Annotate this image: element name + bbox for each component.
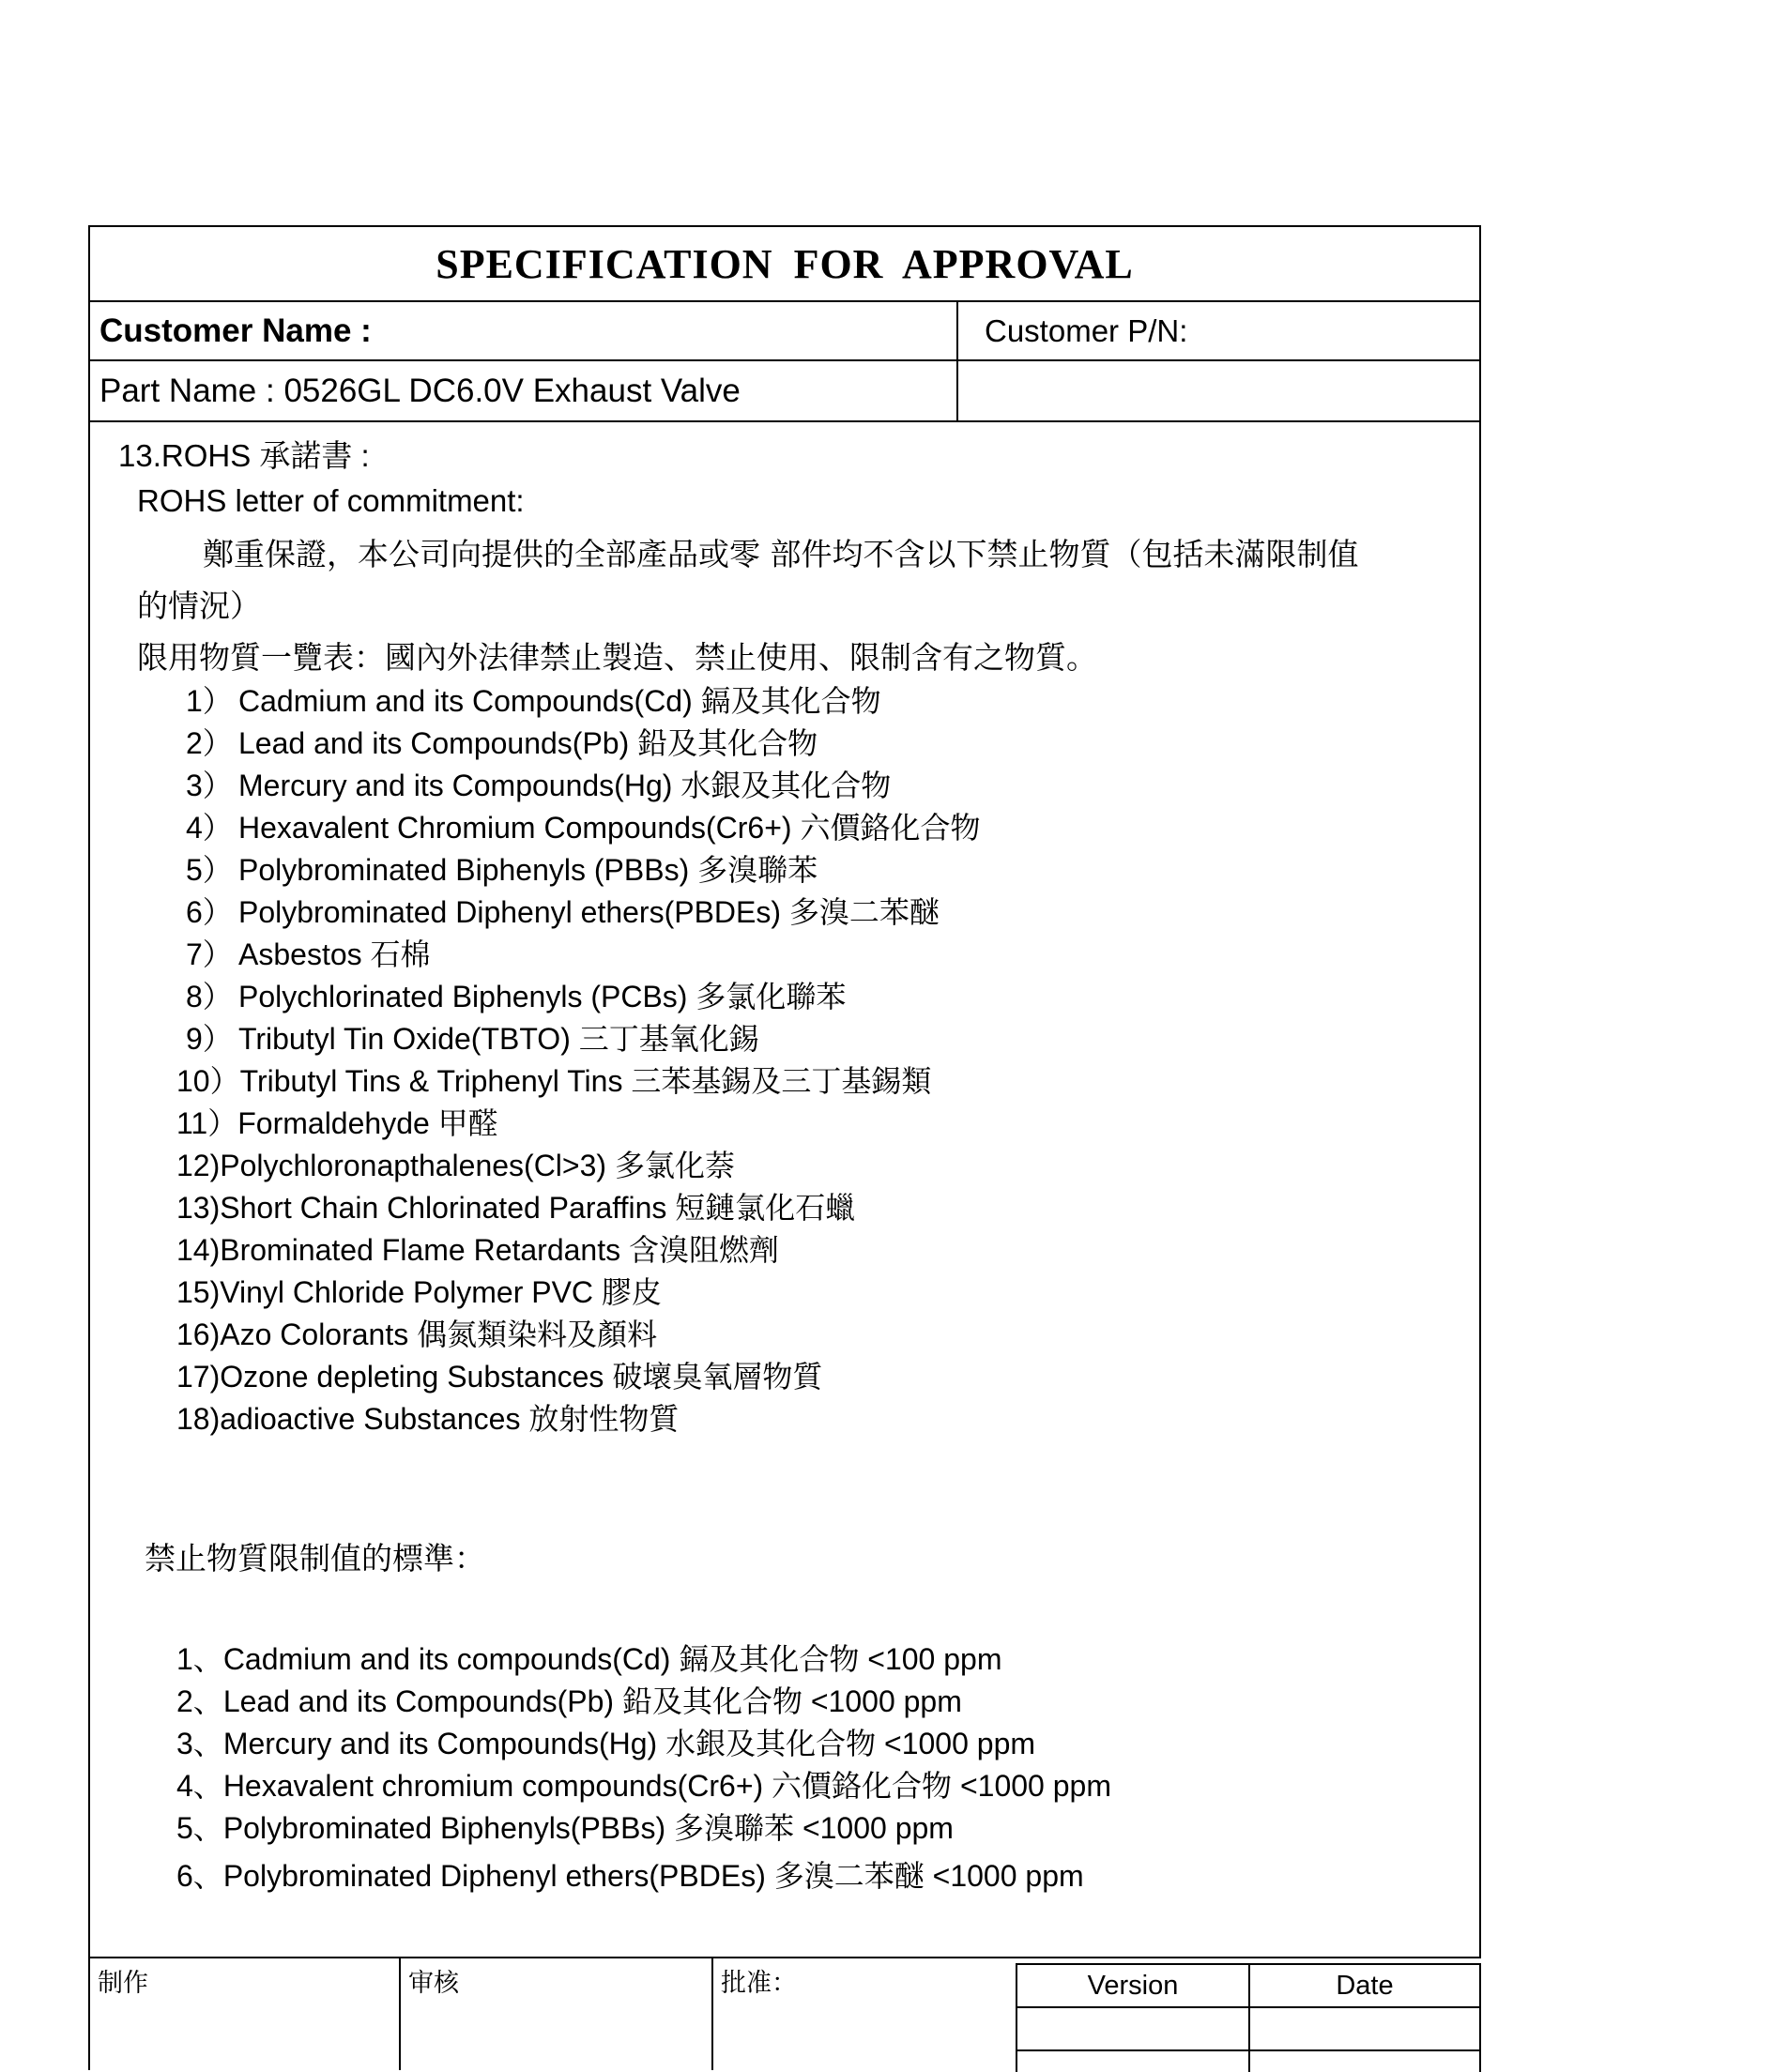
substance-number: 14)	[176, 1233, 221, 1267]
version-cell-2[interactable]	[1016, 2049, 1250, 2072]
limit-substance: Cadmium and its compounds(Cd)	[222, 1642, 671, 1676]
substance-number: 12)	[176, 1149, 221, 1182]
substance-name-zh: 放射性物質	[528, 1401, 680, 1437]
version-cell-1[interactable]	[1016, 2006, 1250, 2051]
limit-item	[176, 1805, 954, 1848]
limit-item	[176, 1762, 1111, 1805]
limit-item	[176, 1636, 1001, 1679]
substance-number: 4）	[186, 811, 233, 845]
substance-name: Mercury and its Compounds(Hg)	[238, 769, 673, 802]
limit-substance-zh: 六價鉻化合物	[772, 1768, 953, 1804]
substance-name: Hexavalent Chromium Compounds(Cr6+)	[238, 811, 792, 845]
substance-item	[176, 1226, 779, 1270]
substance-name: Tributyl Tin Oxide(TBTO)	[238, 1022, 571, 1056]
substance-item	[176, 1269, 662, 1312]
substance-name-zh: 甲醛	[437, 1105, 498, 1141]
reviewed-by-label: 审核	[408, 1969, 459, 1998]
substance-list-intro: 限用物質一覽表：國內外法律禁止製造、禁止使用、限制含有之物質。	[137, 639, 1097, 676]
substance-item	[186, 973, 846, 1016]
reviewed-by-cell	[399, 1958, 713, 2070]
limit-substance-zh: 鎘及其化合物	[679, 1641, 860, 1677]
document-title: SPECIFICATION FOR APPROVAL	[436, 240, 1134, 287]
version-header: Version	[1016, 1963, 1250, 2008]
spec-form	[88, 225, 1481, 1958]
substance-number: 10）	[176, 1064, 240, 1098]
substance-name-zh: 六價鉻化合物	[800, 810, 981, 846]
title-row	[90, 227, 1479, 302]
limit-value: <1000 ppm	[932, 1859, 1084, 1893]
substance-number: 13)	[176, 1191, 221, 1225]
limit-item	[176, 1678, 962, 1721]
limit-substance: Mercury and its Compounds(Hg)	[222, 1727, 658, 1760]
substance-name-zh: 破壞臭氧層物質	[612, 1359, 823, 1394]
substance-item	[176, 1395, 679, 1439]
limit-value: <1000 ppm	[810, 1684, 962, 1718]
substance-item	[186, 846, 818, 890]
substance-item	[186, 931, 431, 974]
substance-name-zh: 三苯基錫及三丁基錫類	[631, 1063, 932, 1099]
substance-name: Formaldehyde	[237, 1106, 430, 1140]
substance-item	[186, 1015, 759, 1059]
substance-number: 6）	[186, 895, 233, 929]
customer-name-label: Customer Name :	[90, 302, 958, 359]
limit-number: 5、	[176, 1811, 223, 1845]
substance-item	[176, 1353, 822, 1396]
limit-number: 4、	[176, 1769, 223, 1803]
limit-substance-zh: 水銀及其化合物	[665, 1726, 877, 1761]
substance-item	[176, 1142, 735, 1185]
substance-name: Tributyl Tins & Triphenyl Tins	[239, 1064, 623, 1098]
made-by-label: 制作	[98, 1969, 148, 1998]
substance-name-zh: 偶氮類染料及顏料	[417, 1317, 658, 1352]
substance-name-zh: 多氯化聯苯	[695, 979, 847, 1014]
substance-name-zh: 多氯化萘	[614, 1148, 735, 1183]
substance-number: 1）	[186, 684, 233, 718]
substance-name-zh: 膠皮	[601, 1274, 662, 1310]
limit-number: 2、	[176, 1684, 223, 1718]
substance-number: 16)	[176, 1318, 221, 1351]
part-row	[90, 361, 1479, 422]
substance-name: Azo Colorants	[220, 1318, 409, 1351]
limit-item	[176, 1720, 1035, 1763]
substance-number: 17)	[176, 1360, 221, 1394]
customer-row	[90, 302, 1479, 361]
substance-item	[186, 889, 940, 932]
substance-item	[176, 1058, 931, 1101]
section-subheading: ROHS letter of commitment:	[137, 483, 525, 518]
substance-name-zh: 水銀及其化合物	[680, 768, 892, 803]
pledge-line-1: 鄭重保證，本公司向提供的全部產品或零 部件均不含以下禁止物質（包括未滿限制值	[203, 536, 1359, 572]
substance-number: 5）	[186, 853, 233, 887]
customer-pn-label: Customer P/N:	[985, 312, 1188, 348]
date-header: Date	[1248, 1963, 1481, 2008]
substance-name-zh: 多溴二苯醚	[788, 894, 940, 930]
substance-name: Asbestos	[238, 937, 362, 971]
substance-name: Ozone depleting Substances	[220, 1360, 604, 1394]
limits-heading: 禁止物質限制值的標準：	[145, 1540, 485, 1577]
limit-substance-zh: 鉛及其化合物	[621, 1684, 802, 1719]
approved-by-cell	[711, 1958, 1016, 2070]
limit-item	[176, 1852, 1084, 1896]
substance-item	[186, 678, 881, 721]
substance-name: adioactive Substances	[220, 1402, 521, 1436]
substance-name-zh: 三丁基氧化錫	[578, 1021, 759, 1057]
substance-number: 18)	[176, 1402, 221, 1436]
substance-name-zh: 石棉	[370, 937, 431, 972]
substance-item	[186, 720, 818, 763]
substance-name: Lead and its Compounds(Pb)	[238, 726, 630, 760]
date-cell-1[interactable]	[1248, 2006, 1481, 2051]
substance-item	[176, 1100, 498, 1143]
substance-name: Polychloronapthalenes(Cl>3)	[220, 1149, 607, 1182]
limit-number: 6、	[176, 1859, 223, 1893]
substance-item	[176, 1184, 855, 1227]
substance-name: Polychlorinated Biphenyls (PCBs)	[238, 980, 688, 1013]
approved-by-label: 批准：	[721, 1969, 797, 1998]
limit-value: <1000 ppm	[959, 1769, 1111, 1803]
substance-name: Polybrominated Biphenyls (PBBs)	[238, 853, 690, 887]
limit-number: 1、	[176, 1642, 223, 1676]
substance-name: Vinyl Chloride Polymer PVC	[220, 1275, 594, 1309]
substance-name-zh: 多溴聯苯	[697, 852, 818, 888]
limit-value: <100 ppm	[867, 1642, 1002, 1676]
substance-name-zh: 短鏈氯化石蠟	[675, 1190, 856, 1226]
limit-substance: Hexavalent chromium compounds(Cr6+)	[222, 1769, 764, 1803]
limit-substance: Polybrominated Biphenyls(PBBs)	[222, 1811, 666, 1845]
substance-name: Cadmium and its Compounds(Cd)	[238, 684, 693, 718]
date-cell-2[interactable]	[1248, 2049, 1481, 2072]
pledge-line-2: 的情況）	[137, 587, 261, 624]
substance-number: 8）	[186, 980, 233, 1013]
part-blank-cell	[958, 361, 1479, 420]
limit-substance: Lead and its Compounds(Pb)	[222, 1684, 615, 1718]
substance-name: Short Chain Chlorinated Paraffins	[220, 1191, 667, 1225]
limit-substance: Polybrominated Diphenyl ethers(PBDEs)	[222, 1859, 766, 1893]
substance-item	[186, 804, 980, 847]
limit-value: <1000 ppm	[884, 1727, 1036, 1760]
substance-number: 3）	[186, 769, 233, 802]
substance-name-zh: 鎘及其化合物	[700, 683, 881, 719]
substance-number: 11）	[176, 1106, 238, 1140]
substance-name-zh: 含溴阻燃劑	[629, 1232, 780, 1268]
limit-substance-zh: 多溴聯苯	[674, 1810, 795, 1846]
substance-name: Polybrominated Diphenyl ethers(PBDEs)	[238, 895, 782, 929]
substance-number: 15)	[176, 1275, 221, 1309]
made-by-cell	[88, 1958, 401, 2070]
substance-item	[176, 1311, 657, 1354]
substance-item	[186, 762, 891, 805]
substance-number: 9）	[186, 1022, 233, 1056]
substance-name-zh: 鉛及其化合物	[637, 725, 818, 761]
limit-value: <1000 ppm	[802, 1811, 954, 1845]
limit-substance-zh: 多溴二苯醚	[773, 1858, 925, 1894]
part-name: Part Name : 0526GL DC6.0V Exhaust Valve	[90, 361, 958, 420]
section-heading: 13.ROHS 承諾書 :	[118, 438, 370, 473]
substance-name: Brominated Flame Retardants	[220, 1233, 621, 1267]
limit-number: 3、	[176, 1727, 223, 1760]
substance-number: 7）	[186, 937, 233, 971]
substance-number: 2）	[186, 726, 233, 760]
